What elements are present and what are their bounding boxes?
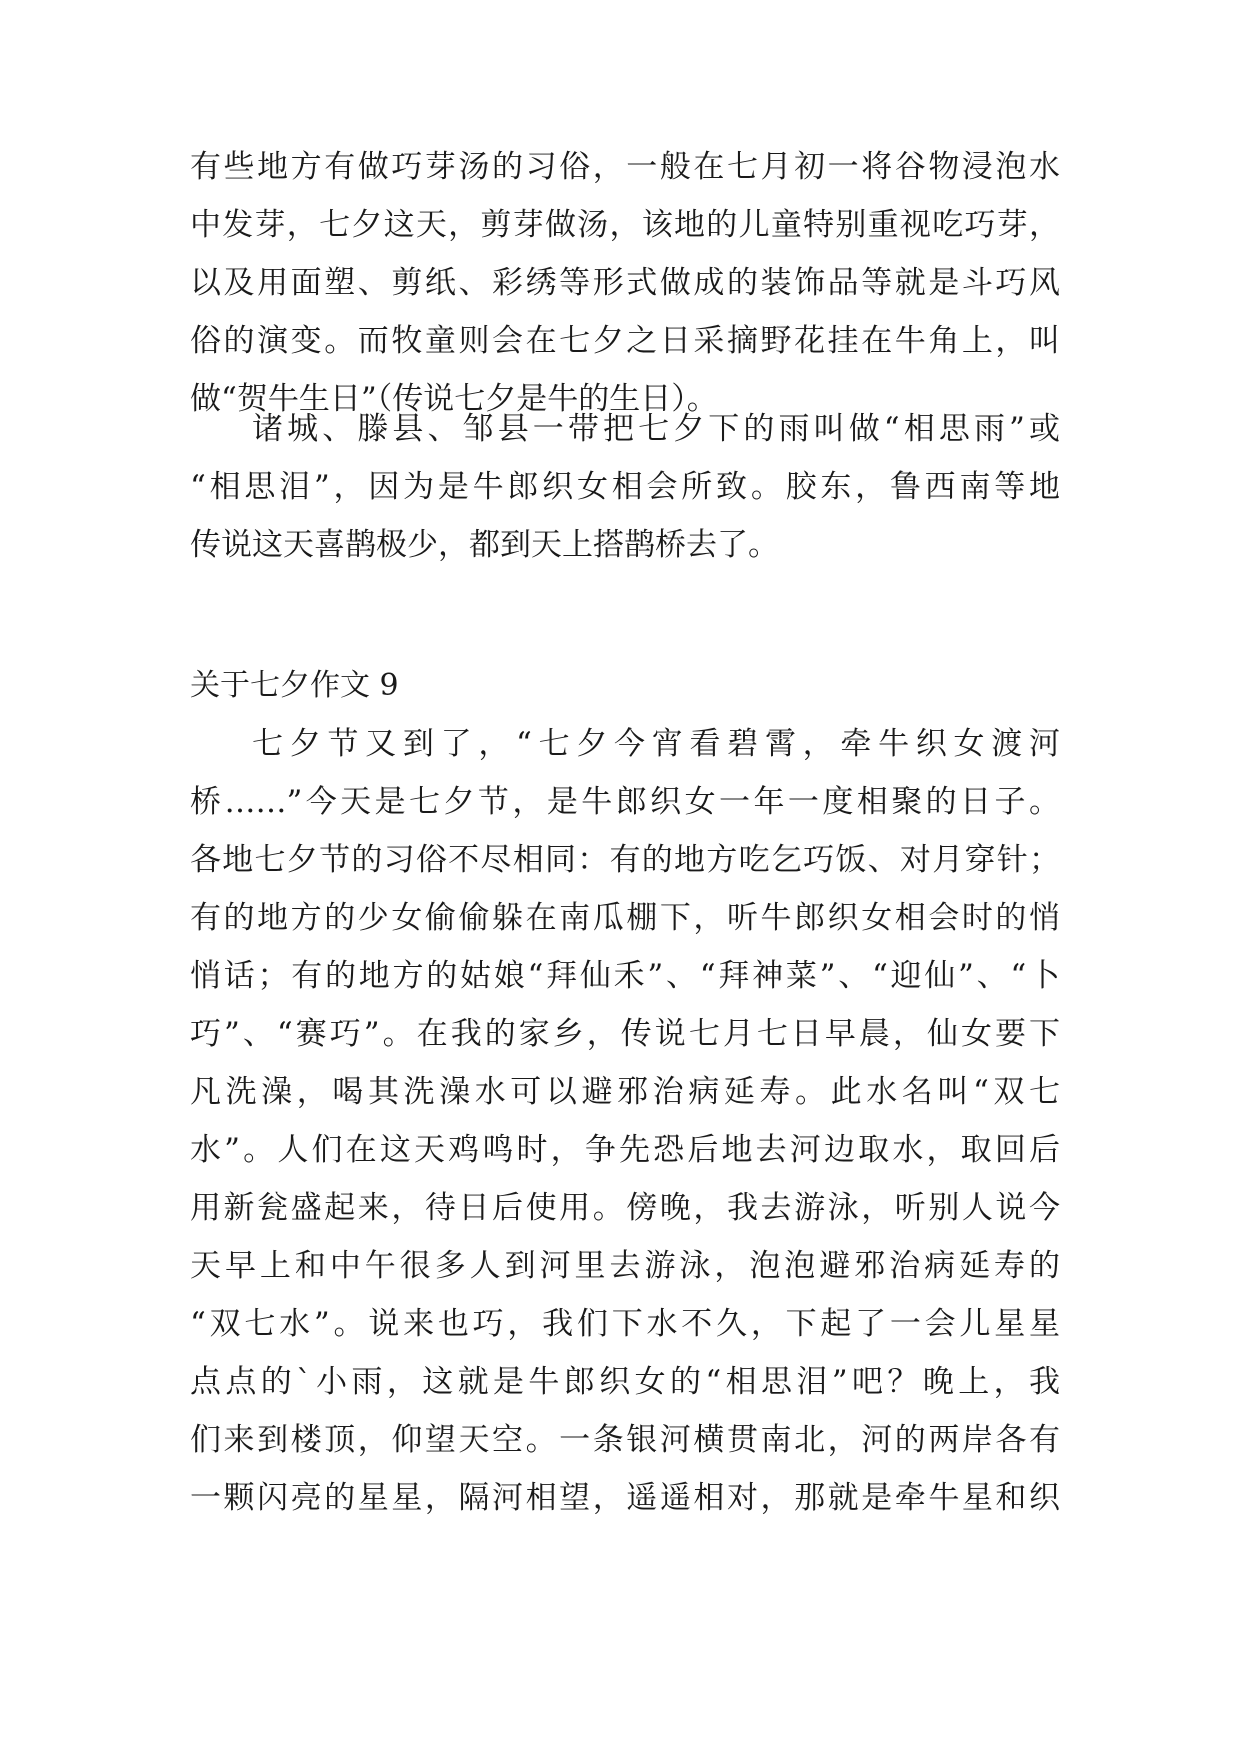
text-line: 中发芽，七夕这天，剪芽做汤，该地的儿童特别重视吃巧芽， <box>190 207 1060 243</box>
paragraph-qixi-essay <box>190 715 1060 1527</box>
text-line: 桥……”今天是七夕节，是牛郎织女一年一度相聚的日子。 <box>190 784 1060 820</box>
text-line: 有的地方的少女偷偷躲在南瓜棚下，听牛郎织女相会时的悄 <box>190 900 1060 936</box>
text-line: 做“贺牛生日”（传说七夕是牛的生日）。 <box>190 381 718 417</box>
text-line: 巧”、“赛巧”。在我的家乡，传说七月七日早晨，仙女要下 <box>190 1016 1060 1052</box>
text-line: 天早上和中午很多人到河里去游泳，泡泡避邪治病延寿的 <box>190 1248 1060 1284</box>
text-line: 俗的演变。而牧童则会在七夕之日采摘野花挂在牛角上，叫 <box>190 323 1060 359</box>
text-line: 们来到楼顶，仰望天空。一条银河横贯南北，河的两岸各有 <box>190 1422 1060 1458</box>
text-line: 七夕节又到了，“七夕今宵看碧霄，牵牛织女渡河 <box>252 726 1060 762</box>
text-line: 诸城、滕县、邹县一带把七夕下的雨叫做“相思雨”或 <box>252 411 1060 447</box>
section-heading: 关于七夕作文 9 <box>190 668 399 703</box>
essay-heading <box>190 657 1060 715</box>
paragraph-xiangsi-rain <box>190 400 1060 574</box>
text-line: 一颗闪亮的星星，隔河相望，遥遥相对，那就是牵牛星和织 <box>190 1480 1060 1516</box>
text-line: 有些地方有做巧芽汤的习俗，一般在七月初一将谷物浸泡水 <box>190 149 1060 185</box>
text-line: 用新瓮盛起来，待日后使用。傍晚，我去游泳，听别人说今 <box>190 1190 1060 1226</box>
text-line: 凡洗澡，喝其洗澡水可以避邪治病延寿。此水名叫“双七 <box>190 1074 1060 1110</box>
text-line: 传说这天喜鹊极少，都到天上搭鹊桥去了。 <box>190 527 779 563</box>
text-line: “相思泪”，因为是牛郎织女相会所致。胶东，鲁西南等地 <box>190 469 1060 505</box>
text-line: 各地七夕节的习俗不尽相同：有的地方吃乞巧饭、对月穿针； <box>190 842 1060 878</box>
text-line: 悄话；有的地方的姑娘“拜仙禾”、“拜神菜”、“迎仙”、“卜 <box>190 958 1060 994</box>
paragraph-qiaoya-custom <box>190 138 1060 428</box>
text-line: 水”。人们在这天鸡鸣时，争先恐后地去河边取水，取回后 <box>190 1132 1060 1168</box>
text-line: 点点的`小雨，这就是牛郎织女的“相思泪”吧？晚上，我 <box>190 1364 1060 1400</box>
text-line: “双七水”。说来也巧，我们下水不久，下起了一会儿星星 <box>190 1306 1060 1342</box>
text-line: 以及用面塑、剪纸、彩绣等形式做成的装饰品等就是斗巧风 <box>190 265 1060 301</box>
